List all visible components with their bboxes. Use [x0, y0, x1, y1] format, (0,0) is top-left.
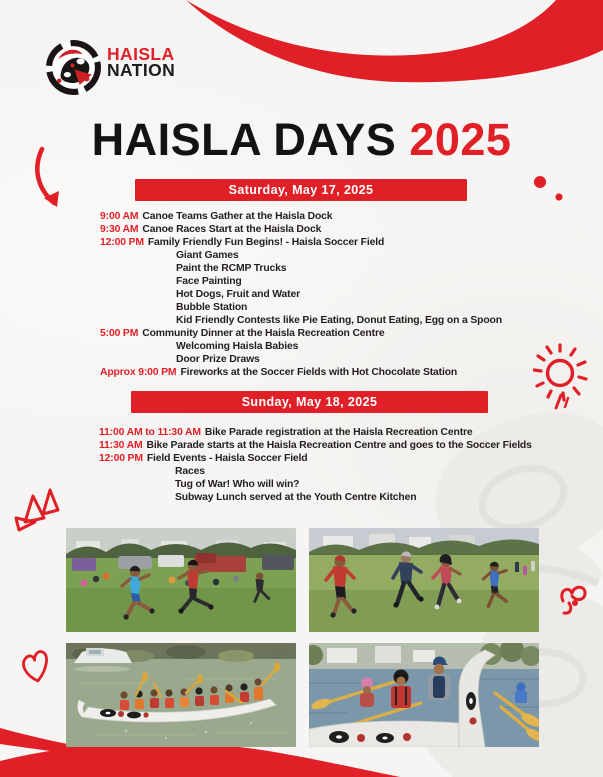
- event-text: Family Friendly Fun Begins! - Haisla Soccer Field: [147, 237, 385, 248]
- far-paddler: [515, 682, 527, 703]
- event-text: Fireworks at the Soccer Fields with Hot Chocolate Station: [180, 367, 458, 378]
- saturday-schedule: [100, 210, 502, 379]
- event-subitem: Kid Friendly Contests like Pie Eating, Donut Eating, Egg on a Spoon: [176, 315, 502, 326]
- event-line: [100, 236, 502, 249]
- page-title-year: 2025: [409, 114, 512, 165]
- canoe-gunwale: [309, 721, 459, 747]
- event-text: Bike Parade starts at the Haisla Recreation Centre and goes to the Soccer Fields: [146, 440, 532, 451]
- event-text: Bike Parade registration at the Haisla Recreation Centre: [204, 427, 473, 438]
- paddler-woman: [391, 670, 411, 709]
- heart-doodle-icon: [19, 649, 53, 687]
- event-text: Canoe Teams Gather at the Haisla Dock: [142, 211, 333, 222]
- event-time: 9:00 AM: [100, 211, 139, 222]
- photo-canoe-wide: [66, 643, 296, 747]
- event-text: Field Events - Haisla Soccer Field: [146, 453, 308, 464]
- event-subitem: Subway Lunch served at the Youth Centre Kitchen: [175, 492, 417, 503]
- event-time: Approx 9:00 PM: [100, 367, 177, 378]
- event-time: 12:00 PM: [99, 453, 143, 464]
- event-time: 11:00 AM to 11:30 AM: [99, 427, 201, 438]
- event-line: [100, 366, 502, 379]
- event-time: 12:00 PM: [100, 237, 144, 248]
- photo-adults-race: [309, 528, 539, 632]
- tick-doodle-icon: [551, 392, 571, 412]
- red-dots-icon: [530, 172, 566, 204]
- page-title: [0, 114, 603, 166]
- event-subitem: Welcoming Haisla Babies: [176, 341, 299, 352]
- saturday-banner: Saturday, May 17, 2025: [135, 179, 467, 201]
- sparkle-doodle-icon: [13, 486, 63, 538]
- event-text: Community Dinner at the Haisla Recreation Centre: [142, 328, 385, 339]
- event-subitem: Tug of War! Who will win?: [175, 479, 300, 490]
- sunday-banner: Sunday, May 18, 2025: [131, 391, 488, 413]
- event-subitem: Races: [175, 466, 205, 477]
- event-subitem: Face Painting: [176, 276, 242, 287]
- event-text: Canoe Races Start at the Haisla Dock: [142, 224, 322, 235]
- event-time: 11:30 AM: [99, 440, 143, 451]
- event-subitem: Hot Dogs, Fruit and Water: [176, 289, 301, 300]
- event-subitem: Giant Games: [176, 250, 239, 261]
- brand-line-haisla: HAISLA: [107, 44, 175, 64]
- event-line: [100, 210, 502, 223]
- event-line: [99, 452, 532, 465]
- brand-line-nation: NATION: [107, 60, 176, 80]
- event-time: 5:00 PM: [100, 328, 139, 339]
- event-line: [100, 327, 502, 340]
- event-line: [100, 223, 502, 236]
- photo-canoe-closeup: [309, 643, 539, 747]
- photo-kids-race: [66, 528, 296, 632]
- event-line: [99, 439, 532, 452]
- haisla-nation-emblem: [46, 40, 101, 95]
- event-subitem: Bubble Station: [176, 302, 248, 313]
- page-title-main: HAISLA DAYS: [91, 114, 410, 165]
- bee-doodle-icon: [555, 581, 593, 619]
- event-subitem: Door Prize Draws: [176, 354, 260, 365]
- event-subitem: Paint the RCMP Trucks: [176, 263, 287, 274]
- event-line: [99, 426, 532, 439]
- sunday-schedule: [99, 426, 532, 504]
- brand-wordmark: [107, 46, 175, 78]
- event-time: 9:30 AM: [100, 224, 139, 235]
